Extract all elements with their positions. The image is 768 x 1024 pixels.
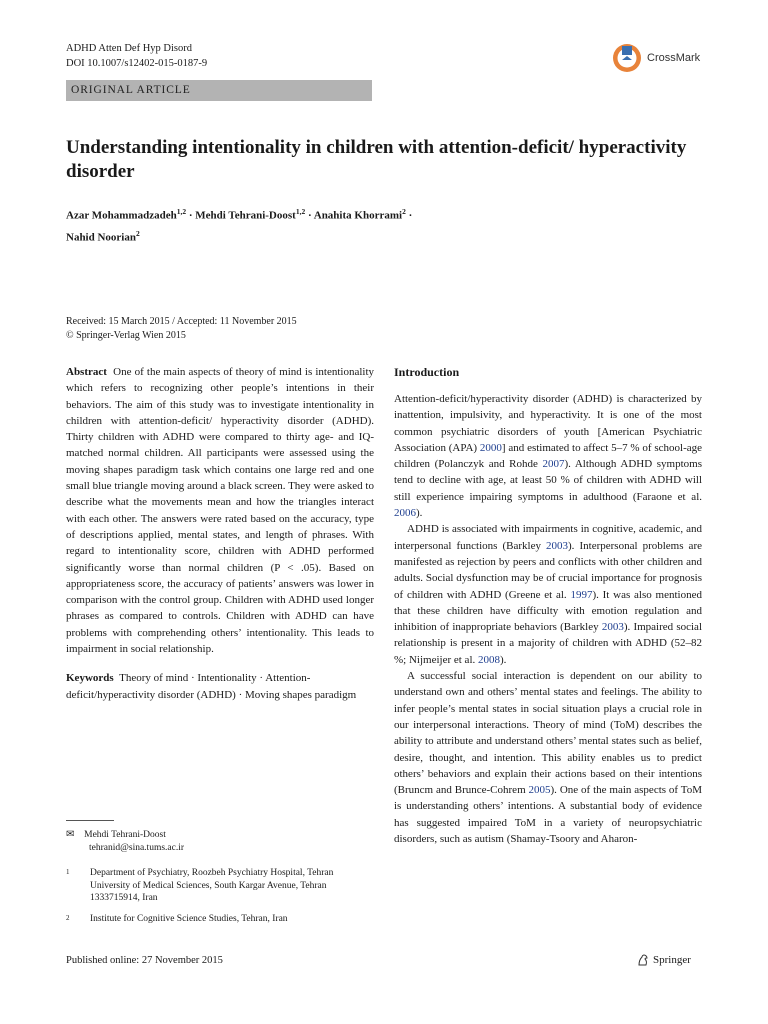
- paragraph-text: ). It was also mentioned that these children have difficulty with emotion regulation and inhibition of inappropriate behaviors (Barkley: [394, 588, 702, 634]
- affiliation-number: 2: [66, 914, 70, 922]
- published-online: Published online: 27 November 2015: [66, 955, 223, 966]
- copyright: © Springer-Verlag Wien 2015: [66, 330, 186, 341]
- author-separator: ·: [186, 209, 196, 222]
- introduction-heading: Introduction: [394, 365, 460, 379]
- paragraph-text: ] and estimated to affect 5–7 % of school-age children (Polanczyk and Rohde: [394, 441, 703, 471]
- citation-link[interactable]: 2005: [528, 784, 551, 797]
- author-affiliation: 1,2: [176, 207, 187, 216]
- author-affiliation: 1,2: [295, 207, 306, 216]
- author-list: [66, 203, 706, 246]
- author-name[interactable]: Mehdi Tehrani-Doost: [195, 209, 296, 222]
- author-separator: ·: [305, 209, 314, 222]
- affiliation-number: 1: [66, 868, 70, 876]
- citation-link[interactable]: 2008: [478, 653, 500, 666]
- intro-paragraph-3: [394, 668, 702, 847]
- correspondence: [66, 829, 366, 854]
- keywords: [66, 670, 374, 703]
- abstract: [66, 364, 374, 657]
- paragraph-text: ).: [416, 507, 423, 520]
- intro-paragraph-1: [394, 391, 702, 521]
- abstract-text: One of the main aspects of theory of mind is intentionality which refers to recognizing other people’s intentions in their behaviors. The aim of this study was to investigate intentionality in children with attention-deficit/ hyperactivity disorder (ADHD). Thirty children with ADHD were compared to thirty age- and IQ-matched normal children. All participants were assessed using the moving shapes paradigm task which contains one large red and one small blue triangle moving around a black screen. They were asked to describe what the movements mean and how the triangles interact with each other. The answers were rated based on the accuracy, type of descriptions applied, mental states, and length of phrases. With regard to intentionality score, children with ADHD performed significantly worse than normal children (P < .05). Based on appropriateness score, the accuracy of patients’ answers was lower in comparison with the control group. Children with ADHD used longer phrases as compared to controls. Children with ADHD can have problems with comprehending others’ intentionality. This leads to impairment in social relationship.: [66, 366, 375, 656]
- paragraph-text: A successful social interaction is dependent on our ability to understand own and others’ mental states and feelings. The ability to infer people’s mental states in social situation plays a crucial role in our interpersonal interactions. Theory of mind (ToM) describes the ability to attribute and understand others’ mental states such as belief, desire, thought, and intention. This ability enables us to predict others’ behaviors and explain their actions based on their intentions (Bruncm and Brunce-Cohrem: [394, 670, 702, 797]
- affiliation-text: Department of Psychiatry, Roozbeh Psychiatry Hospital, Tehran University of Medical Sciences, South Kargar Avenue, Tehran 1333715914, Iran: [90, 868, 334, 903]
- affiliation-item: [66, 913, 366, 926]
- article-type: ORIGINAL ARTICLE: [71, 84, 191, 96]
- affiliation-text: Institute for Cognitive Science Studies, Tehran, Iran: [90, 914, 288, 924]
- article-dates: [66, 315, 426, 343]
- paragraph-text: ADHD is associated with impairments in cognitive, academic, and interpersonal functions (Barkley: [394, 523, 702, 552]
- springer-horse-icon: [636, 953, 650, 967]
- citation-link[interactable]: 2003: [601, 621, 624, 634]
- corresponding-email[interactable]: tehranid@sina.tums.ac.ir: [89, 842, 185, 853]
- citation-link[interactable]: 2000: [479, 441, 502, 454]
- article-title: Understanding intentionality in children with attention-deficit/ hyperactivity disorder: [66, 137, 687, 182]
- author-name[interactable]: Azar Mohammadzadeh: [66, 209, 177, 222]
- crossmark-label: CrossMark: [647, 52, 701, 64]
- paragraph-text: ). One of the main aspects of ToM is understanding others’ intentions. A substantial body of evidence has suggested impaired ToM in a variety of neuropsychiatric disorders, such as autism (Shamay-Tsoory and Aharon-: [394, 784, 703, 846]
- paragraph-text: ). Impaired social relationship is present in a majority of children with ADHD (52–82 %; Nijmeijer et al.: [394, 621, 702, 666]
- publisher-name: Springer: [653, 954, 691, 966]
- footnote-divider: [66, 820, 114, 821]
- crossmark-badge[interactable]: [612, 41, 712, 75]
- intro-paragraph-2: [394, 521, 702, 668]
- author-name[interactable]: Anahita Khorrami: [313, 209, 403, 222]
- citation-link[interactable]: 2007: [542, 458, 565, 471]
- abstract-label: Abstract: [66, 366, 107, 378]
- right-column: [394, 364, 702, 847]
- keywords-text: Theory of mind · Intentionality · Attention-deficit/hyperactivity disorder (ADHD) · Moving shapes paradigm: [66, 672, 357, 701]
- received-accepted: Received: 15 March 2015 / Accepted: 11 November 2015: [66, 316, 297, 327]
- author-name[interactable]: Nahid Noorian: [66, 231, 136, 244]
- keywords-label: Keywords: [66, 672, 114, 685]
- paragraph-text: ). Although ADHD symptoms tend to decline with age, at least 50 % of children with ADHD will still experience impairing symptoms in adulthood (Faraone et al.: [394, 458, 702, 503]
- citation-link[interactable]: 2006: [394, 507, 416, 520]
- author-separator: ·: [405, 209, 413, 222]
- corresponding-author: Mehdi Tehrani-Doost: [84, 830, 166, 840]
- envelope-icon: ✉: [66, 829, 75, 840]
- paragraph-text: ).: [500, 653, 507, 666]
- paragraph-text: ). Interpersonal problems are manifested as rejection by peers and conflicts with other children and adults. Social dysfunction may be of crucial importance for prognosis of children with ADHD (Greene et al.: [394, 539, 702, 601]
- journal-name: ADHD Atten Def Hyp Disord: [66, 43, 192, 54]
- crossmark-icon: [612, 43, 642, 73]
- citation-link[interactable]: 1997: [570, 588, 593, 601]
- doi[interactable]: DOI 10.1007/s12402-015-0187-9: [66, 58, 208, 69]
- left-column: [66, 364, 374, 703]
- article-type-banner: [66, 80, 372, 101]
- journal-header: [66, 41, 207, 71]
- affiliation-item: [66, 867, 366, 905]
- publisher-logo: [636, 953, 691, 967]
- paragraph-text: Attention-deficit/hyperactivity disorder (ADHD) is characterized by inattention, impulsivity, and hyperactivity. It is one of the most common psychiatric disorders of youth [American Psychiatric Association (APA): [394, 393, 702, 454]
- author-affiliation: 2: [136, 228, 140, 238]
- citation-link[interactable]: 2003: [546, 539, 569, 552]
- author-affiliation: 2: [402, 207, 406, 216]
